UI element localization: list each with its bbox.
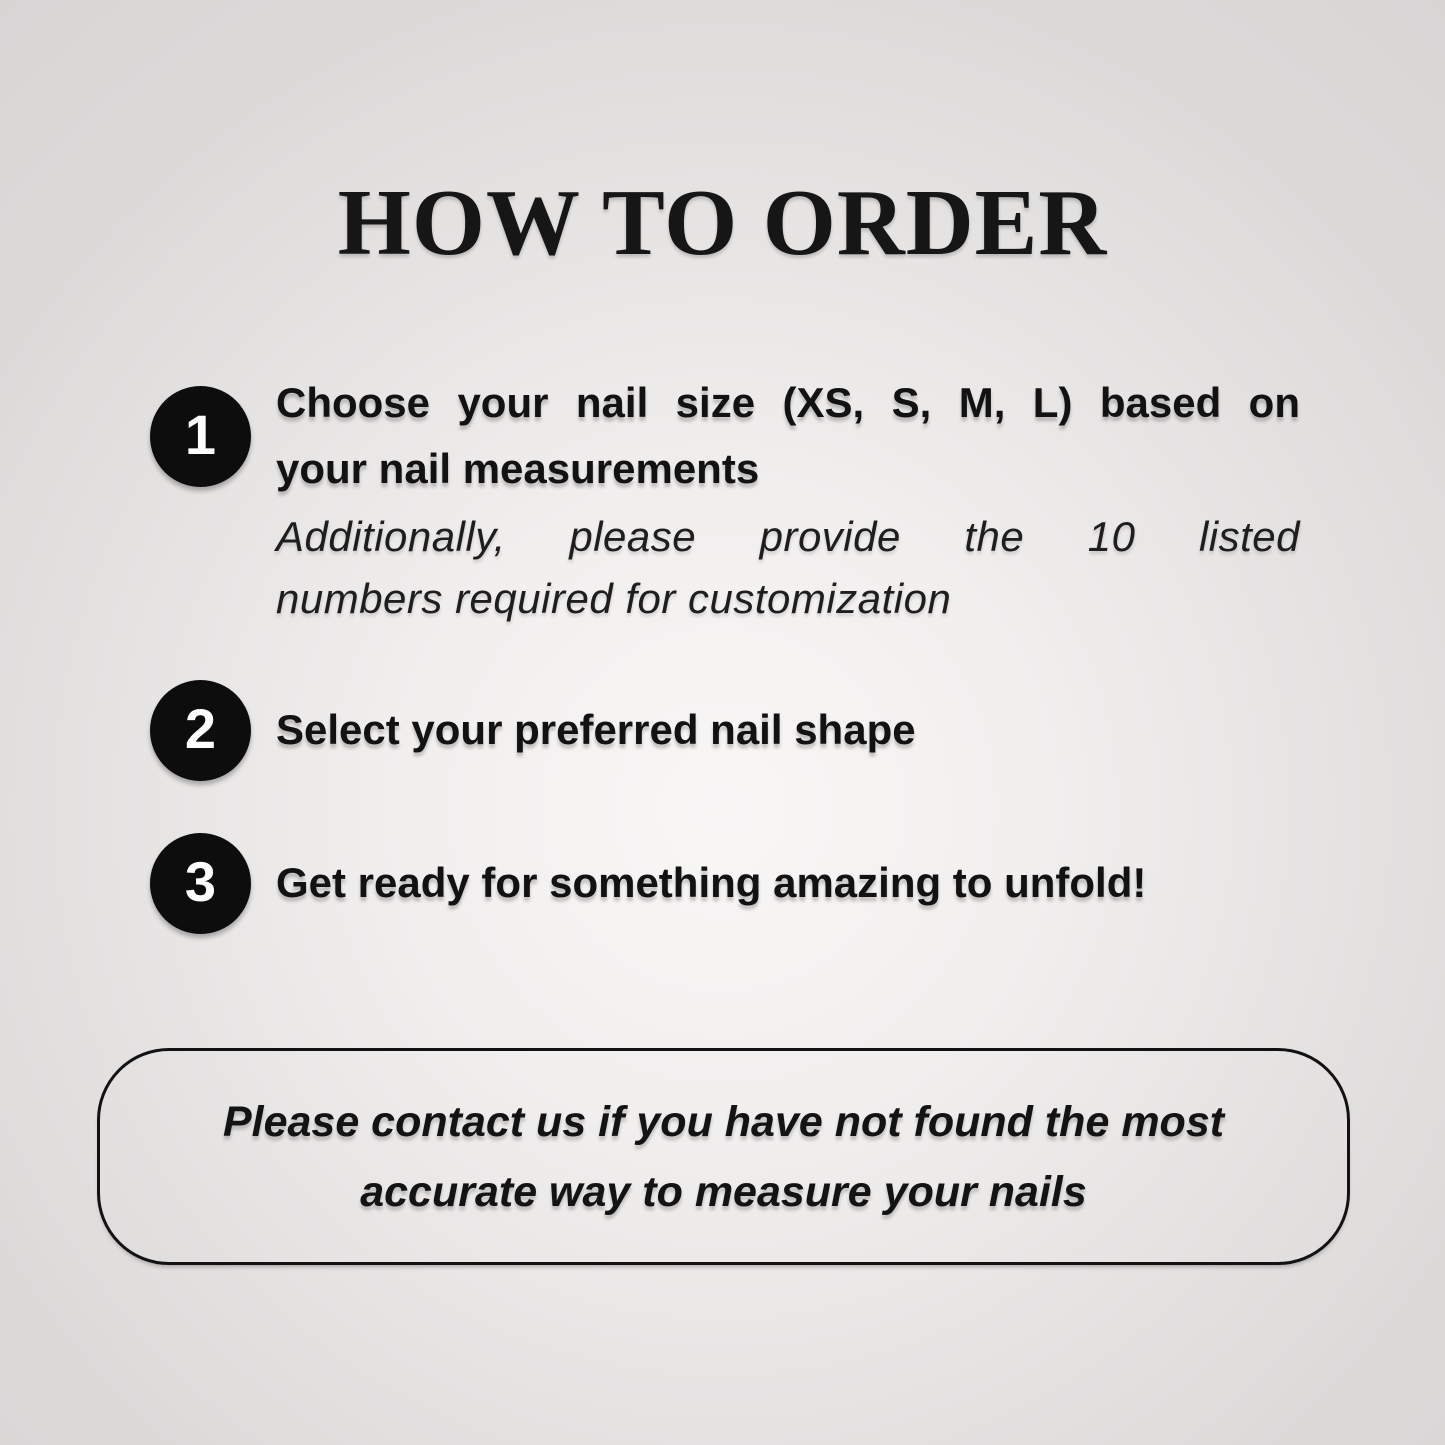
- step-2-number-badge: [150, 680, 251, 781]
- step-row-3: [150, 833, 1300, 933]
- step-1-heading-line-1: Choose your nail size (XS, S, M, L) based on: [276, 379, 1300, 426]
- step-2-heading: Select your preferred nail shape: [276, 706, 916, 753]
- contact-note-box: [97, 1048, 1350, 1265]
- step-1-number: 1: [184, 403, 217, 466]
- step-1-heading-line-2: your nail measurements: [276, 445, 760, 492]
- step-1-note: [276, 506, 1300, 630]
- step-3-number: 3: [184, 850, 217, 913]
- step-3-heading: Get ready for something amazing to unfold!: [276, 859, 1147, 906]
- step-row-2: [150, 680, 1300, 780]
- page-title: HOW TO ORDER: [337, 171, 1108, 275]
- step-3-number-badge: [150, 833, 251, 934]
- step-1-note-line-2: numbers required for customization: [276, 575, 952, 622]
- step-1-number-badge: [150, 386, 251, 487]
- contact-note-line-1: Please contact us if you have not found the most: [222, 1097, 1225, 1146]
- contact-note-line-2: accurate way to measure your nails: [360, 1167, 1087, 1216]
- step-2-number: 2: [184, 697, 217, 760]
- step-row-1: [150, 370, 1300, 502]
- step-1-heading: [276, 370, 1300, 502]
- step-1-note-line-1: Additionally, please provide the 10 listed: [276, 513, 1300, 560]
